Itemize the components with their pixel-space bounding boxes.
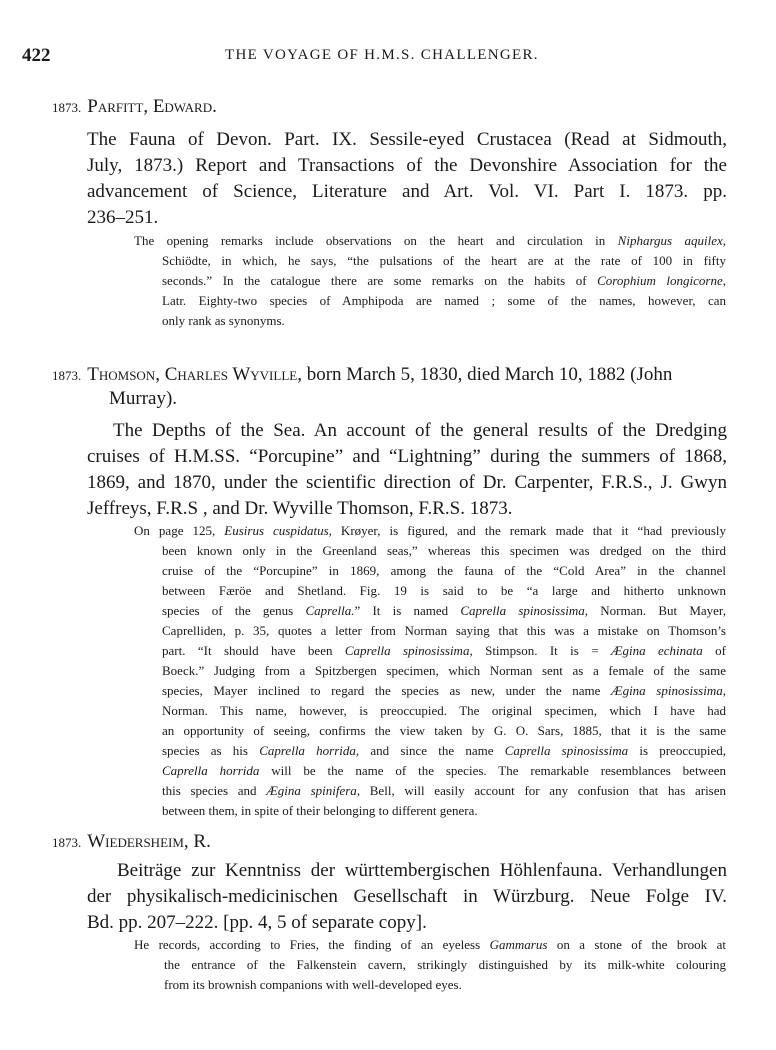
entry-heading-continuation: Murray). bbox=[109, 388, 178, 409]
note-line: Boeck.” Judging from a Spitzbergen specimen, which Norman sent as a female of the same bbox=[162, 663, 726, 678]
note-text: The opening remarks include observations on the heart and circulation in bbox=[134, 233, 618, 248]
title-line: 236–251. bbox=[87, 207, 159, 228]
running-head bbox=[0, 45, 776, 69]
note-text: On page 125, bbox=[134, 523, 225, 538]
title-line: advancement of Science, Literature and Art. Vol. VI. Part I. 1873. pp. bbox=[87, 181, 727, 202]
entry-heading bbox=[52, 364, 672, 386]
note-line bbox=[134, 681, 726, 701]
title-line: Beiträge zur Kenntniss der württembergischen Höhlenfauna. Verhandlungen bbox=[117, 860, 727, 881]
note-text: of bbox=[702, 643, 726, 658]
species-name: Ægina spinifera bbox=[266, 783, 357, 798]
note-text: , bbox=[722, 273, 726, 288]
note-text: , bbox=[722, 683, 726, 698]
species-name: Ægina spinosissima bbox=[611, 683, 723, 698]
note-line bbox=[134, 781, 726, 801]
entry-title bbox=[87, 127, 727, 231]
note-text: , and since the name bbox=[355, 743, 505, 758]
note-text: on a stone of the brook at bbox=[547, 937, 726, 952]
entry-year: 1873. bbox=[52, 368, 82, 383]
author-name: Thomson, Charles Wyville, bbox=[87, 364, 302, 385]
note-line: an opportunity of seeing, confirms the view taken by G. O. Sars, 1885, that it is the same bbox=[162, 723, 726, 738]
note-line: from its brownish companions with well-developed eyes. bbox=[164, 977, 462, 992]
title-line: The Fauna of Devon. Part. IX. Sessile-eyed Crustacea (Read at Sidmouth, bbox=[87, 129, 727, 150]
note-line: Latr. Eighty-two species of Amphipoda are named ; some of the names, however, can bbox=[162, 293, 726, 308]
note-text: He records, according to Fries, the finding of an eyeless bbox=[134, 937, 490, 952]
note-text: species, Mayer inclined to regard the species as new, under the name bbox=[162, 683, 612, 698]
note-text: will be the name of the species. The remarkable resemblances between bbox=[259, 763, 726, 778]
note-line bbox=[134, 271, 726, 291]
note-text: , bbox=[722, 233, 726, 248]
note-text: part. “It should have been bbox=[162, 643, 345, 658]
page-number: 422 bbox=[22, 45, 51, 66]
note-line: only rank as synonyms. bbox=[162, 313, 285, 328]
species-name: Gammarus bbox=[489, 937, 548, 952]
species-name: Eusirus cuspidatus bbox=[224, 523, 329, 538]
note-text: , Stimpson. It is = bbox=[469, 643, 611, 658]
entry-annotation bbox=[134, 521, 726, 821]
entry-year: 1873. bbox=[52, 100, 82, 115]
note-line bbox=[134, 231, 726, 251]
note-text: , Krøyer, is figured, and the remark made that it “had previously bbox=[328, 523, 726, 538]
entry-title bbox=[87, 858, 727, 936]
note-line bbox=[134, 935, 726, 955]
author-name: Parfitt, Edward. bbox=[87, 96, 217, 117]
species-name: Caprella. bbox=[305, 603, 355, 618]
title-line: der physikalisch-medicinischen Gesellschaft in Würzburg. Neue Folge IV. bbox=[87, 886, 727, 907]
entry-title bbox=[87, 418, 727, 522]
entry-heading bbox=[52, 831, 211, 853]
title-line: Jeffreys, F.R.S , and Dr. Wyville Thomson, F.R.S. 1873. bbox=[87, 498, 513, 519]
species-name: Caprella spinosissima bbox=[344, 643, 470, 658]
title-line: Bd. pp. 207–222. [pp. 4, 5 of separate copy]. bbox=[87, 912, 427, 933]
note-line: Norman. This name, however, is preoccupied. The original specimen, which I have had bbox=[162, 703, 726, 718]
note-line: cruise of the “Porcupine” in 1869, among the fauna of the “Cold Area” in the channel bbox=[162, 563, 726, 578]
title-line: 1869, and 1870, under the scientific direction of Dr. Carpenter, F.R.S., J. Gwyn bbox=[87, 472, 727, 493]
species-name: Corophium longicorne bbox=[597, 273, 723, 288]
note-line bbox=[134, 761, 726, 781]
note-line bbox=[134, 741, 726, 761]
note-line bbox=[134, 521, 726, 541]
note-line: the entrance of the Falkenstein cavern, strikingly distinguished by its milk-white colouring bbox=[164, 957, 726, 972]
note-text: species of the genus bbox=[162, 603, 306, 618]
note-text: seconds.” In the catalogue there are some remarks on the habits of bbox=[162, 273, 598, 288]
note-text: species as his bbox=[162, 743, 260, 758]
running-title: THE VOYAGE OF H.M.S. CHALLENGER. bbox=[225, 47, 539, 63]
author-dates: born March 5, 1830, died March 10, 1882 (John bbox=[301, 364, 673, 385]
species-name: Caprella horrida bbox=[162, 763, 260, 778]
title-line: cruises of H.M.SS. “Porcupine” and “Lightning” during the summers of 1868, bbox=[87, 446, 727, 467]
entry-year: 1873. bbox=[52, 835, 82, 850]
author-name: Wiedersheim, R. bbox=[87, 831, 211, 852]
note-line: Caprelliden, p. 35, quotes a letter from Norman saying that this was a mistake on Thomson’s bbox=[162, 623, 726, 638]
entry-annotation bbox=[134, 231, 726, 331]
note-line: between them, in spite of their belonging to different genera. bbox=[162, 803, 478, 818]
note-text: , Norman. But Mayer, bbox=[584, 603, 726, 618]
note-text: this species and bbox=[162, 783, 267, 798]
note-text: is preoccupied, bbox=[628, 743, 726, 758]
note-line bbox=[134, 641, 726, 661]
note-line: Schiödte, in which, he says, “the pulsations of the heart are at the rate of 100 in fifty bbox=[162, 253, 726, 268]
note-text: , Bell, will easily account for any confusion that has arisen bbox=[356, 783, 727, 798]
note-line: between Færöe and Shetland. Fig. 19 is said to be “a large and hitherto unknown bbox=[162, 583, 726, 598]
species-name: Caprella spinosissima bbox=[504, 743, 629, 758]
note-line: been known only in the Greenland seas,” whereas this specimen was dredged on the third bbox=[162, 543, 726, 558]
note-line bbox=[134, 601, 726, 621]
species-name: Niphargus aquilex bbox=[617, 233, 723, 248]
note-text: ” It is named bbox=[354, 603, 461, 618]
species-name: Caprella horrida bbox=[259, 743, 356, 758]
species-name: Caprella spinosissima bbox=[460, 603, 585, 618]
species-name: Ægina echinata bbox=[610, 643, 703, 658]
title-line: July, 1873.) Report and Transactions of the Devonshire Association for the bbox=[87, 155, 727, 176]
entry-annotation bbox=[134, 935, 726, 995]
title-line: The Depths of the Sea. An account of the general results of the Dredging bbox=[113, 420, 727, 441]
entry-heading bbox=[52, 96, 217, 118]
